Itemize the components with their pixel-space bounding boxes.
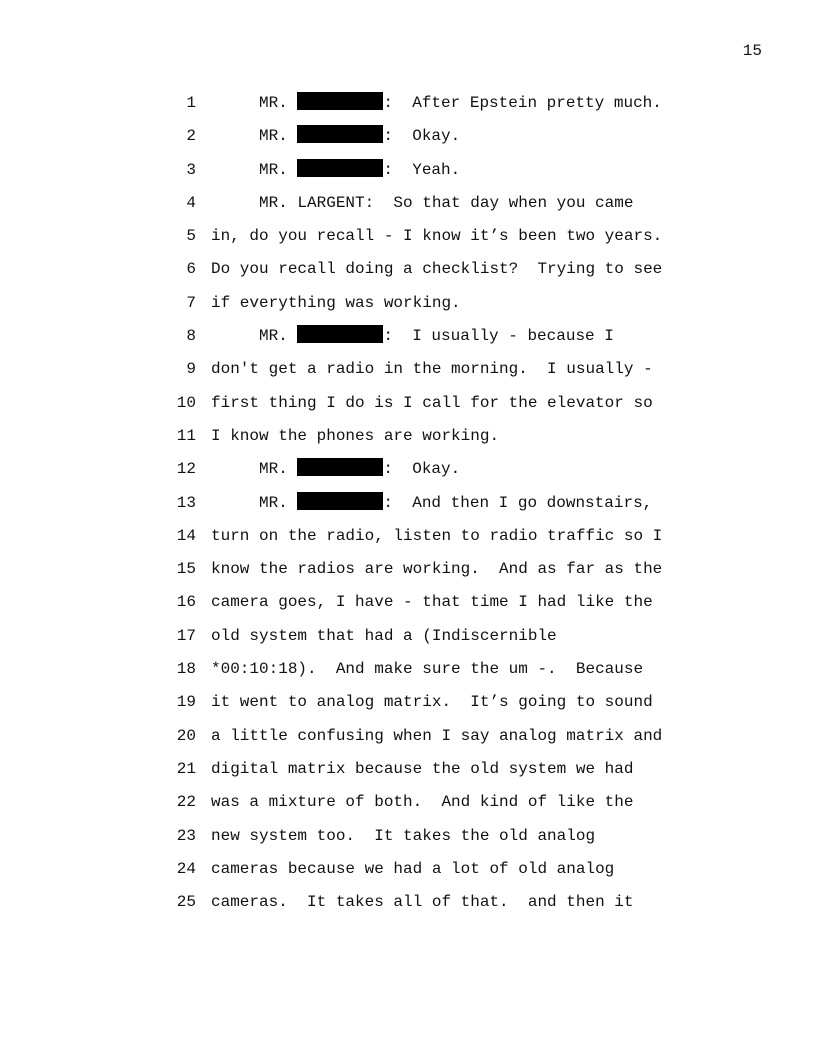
line-text: : I usually - because I — [383, 327, 614, 346]
redaction-box — [297, 458, 383, 476]
transcript-line — [166, 187, 686, 220]
transcript-line — [166, 253, 686, 286]
line-number: 24 — [176, 859, 196, 878]
line-text: I know the phones are working. — [211, 426, 500, 445]
transcript-line — [166, 720, 686, 753]
line-text: : After Epstein pretty much. — [383, 94, 662, 112]
line-number: 21 — [176, 759, 196, 778]
transcript-line — [166, 453, 686, 486]
speaker-prefix: MR. — [259, 127, 288, 146]
line-text: MR. LARGENT: So that day when you came — [259, 193, 634, 212]
line-text: : Okay. — [383, 460, 461, 479]
transcript-line — [166, 620, 686, 653]
speaker-prefix: MR. — [259, 160, 288, 179]
transcript-line — [166, 87, 686, 120]
transcript-line — [166, 387, 686, 420]
speaker-prefix: MR. — [259, 493, 288, 512]
transcript-line — [166, 220, 686, 253]
line-text: a little confusing when I say analog matrix and — [211, 726, 663, 745]
line-number: 17 — [176, 626, 196, 645]
line-number: 19 — [176, 693, 196, 712]
line-text: : Yeah. — [383, 160, 461, 179]
transcript-line — [166, 786, 686, 819]
line-text: don't get a radio in the morning. I usually - — [211, 360, 653, 379]
transcript-line — [166, 154, 686, 187]
line-number: 7 — [186, 293, 196, 312]
line-text: cameras. It takes all of that. and then it — [211, 893, 634, 912]
page-number: 15 — [742, 42, 762, 60]
redaction-box — [297, 92, 383, 110]
line-text: old system that had a (Indiscernible — [211, 626, 557, 645]
line-number: 25 — [176, 893, 196, 912]
line-text: was a mixture of both. And kind of like the — [211, 793, 634, 812]
redaction-box — [297, 492, 383, 510]
line-number: 13 — [176, 493, 196, 512]
line-text: in, do you recall - I know it’s been two years. — [211, 227, 663, 246]
transcript-line — [166, 353, 686, 386]
line-number: 23 — [176, 826, 196, 845]
line-number: 1 — [186, 94, 196, 112]
transcript-line — [166, 686, 686, 719]
line-text: it went to analog matrix. It’s going to sound — [211, 693, 653, 712]
transcript-line — [166, 553, 686, 586]
line-number: 5 — [186, 227, 196, 246]
redaction-box — [297, 125, 383, 143]
line-text: cameras because we had a lot of old analog — [211, 859, 615, 878]
transcript-line — [166, 320, 686, 353]
speaker-prefix: MR. — [259, 460, 288, 479]
line-text: *00:10:18). And make sure the um -. Because — [211, 660, 644, 679]
line-number: 6 — [186, 260, 196, 279]
transcript-line — [166, 287, 686, 320]
transcript-line — [166, 653, 686, 686]
transcript-body — [166, 87, 686, 919]
line-text: digital matrix because the old system we had — [211, 759, 634, 778]
line-number: 4 — [186, 193, 196, 212]
line-number: 14 — [176, 526, 196, 545]
speaker-prefix: MR. — [259, 94, 288, 112]
transcript-line — [166, 586, 686, 619]
line-number: 16 — [176, 593, 196, 612]
transcript-line — [166, 487, 686, 520]
redaction-box — [297, 159, 383, 177]
line-text: first thing I do is I call for the elevator so — [211, 393, 653, 412]
transcript-line — [166, 753, 686, 786]
line-number: 22 — [176, 793, 196, 812]
transcript-line — [166, 120, 686, 153]
speaker-prefix: MR. — [259, 327, 288, 346]
transcript-line — [166, 420, 686, 453]
line-number: 12 — [176, 460, 196, 479]
line-text: : And then I go downstairs, — [383, 493, 653, 512]
line-number: 10 — [176, 393, 196, 412]
transcript-line — [166, 520, 686, 553]
line-text: : Okay. — [383, 127, 461, 146]
line-text: new system too. It takes the old analog — [211, 826, 596, 845]
line-text: camera goes, I have - that time I had like the — [211, 593, 653, 612]
line-number: 2 — [186, 127, 196, 146]
line-number: 11 — [176, 426, 196, 445]
transcript-line — [166, 820, 686, 853]
line-number: 9 — [186, 360, 196, 379]
line-text: know the radios are working. And as far as the — [211, 560, 663, 579]
line-text: turn on the radio, listen to radio traffic so I — [211, 526, 663, 545]
line-text: Do you recall doing a checklist? Trying to see — [211, 260, 663, 279]
line-text: if everything was working. — [211, 293, 461, 312]
transcript-line — [166, 853, 686, 886]
line-number: 20 — [176, 726, 196, 745]
line-number: 8 — [186, 327, 196, 346]
line-number: 15 — [176, 560, 196, 579]
transcript-line — [166, 886, 686, 919]
redaction-box — [297, 325, 383, 343]
line-number: 3 — [186, 160, 196, 179]
line-number: 18 — [176, 660, 196, 679]
